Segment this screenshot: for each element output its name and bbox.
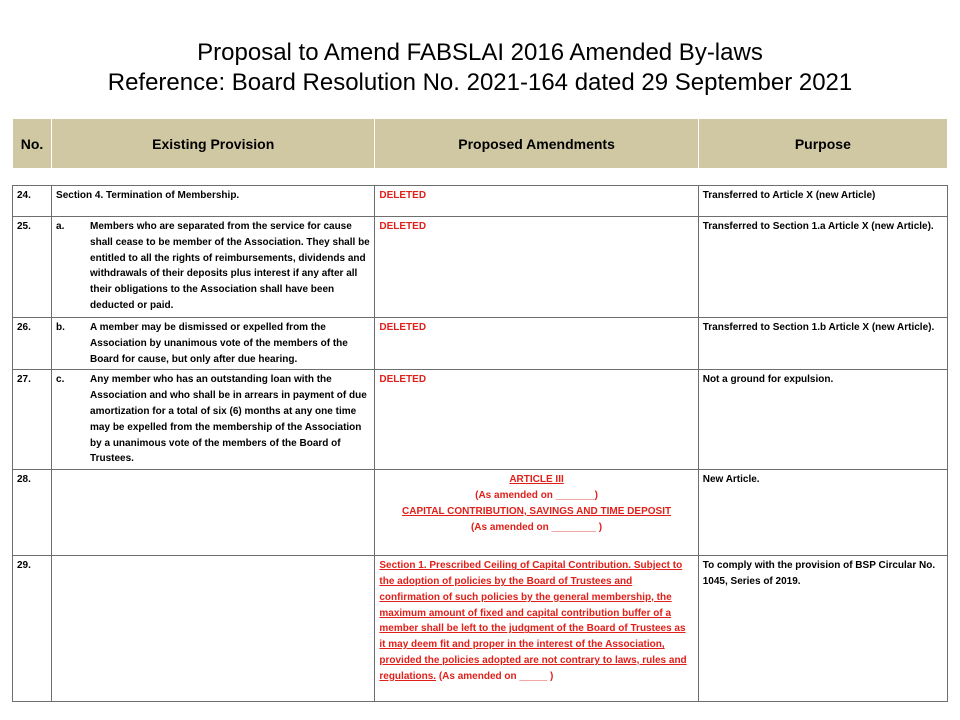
existing-provision-text: A member may be dismissed or expelled from the Association by unanimous vote of the members of the Board for cause, but only after due hearing. (90, 322, 348, 365)
purpose: New Article. (698, 470, 947, 556)
existing-provision (52, 217, 375, 318)
header-no: No. (13, 119, 52, 169)
header-existing-provision: Existing Provision (52, 119, 375, 169)
table-row (13, 186, 948, 217)
table-row (13, 370, 948, 470)
row-number: 28. (13, 470, 52, 556)
amendment-date-note: (As amended on _______) (475, 489, 598, 501)
existing-provision: Section 4. Termination of Membership. (52, 186, 375, 217)
proposed-amendment: DELETED (375, 370, 698, 470)
existing-provision (52, 318, 375, 370)
purpose: To comply with the provision of BSP Circular No. 1045, Series of 2019. (698, 556, 947, 702)
existing-provision-text: Members who are separated from the service for cause shall cease to be member of the Association. They shall be entitled to all the rights of reimbursements, dividends and withdrawals of their deposits plus interest if any after all their obligations to the Association shall have been deducted or paid. (90, 221, 370, 311)
article-heading: ARTICLE III (509, 474, 564, 486)
item-letter: b. (56, 322, 65, 333)
header-purpose: Purpose (698, 119, 947, 169)
proposed-amendment (375, 556, 698, 702)
article-title: CAPITAL CONTRIBUTION, SAVINGS AND TIME DEPOSIT (402, 505, 672, 517)
amendment-date-note: (As amended on ________ ) (470, 521, 603, 533)
existing-provision (52, 556, 375, 702)
amendment-date-note: (As amended on _____ ) (436, 670, 554, 682)
title-line-2: Reference: Board Resolution No. 2021-164 dated 29 September 2021 (107, 69, 853, 96)
proposed-amendment: DELETED (375, 217, 698, 318)
purpose: Transferred to Article X (new Article) (698, 186, 947, 217)
item-letter: a. (56, 221, 65, 232)
existing-provision-text: Any member who has an outstanding loan with the Association and who shall be in arrears in payment of due amortization for a total of six (6) months at any one time may be expelled from the membership of the Association by a unanimous vote of the members of the Board of Trustees. (90, 374, 367, 465)
purpose: Transferred to Section 1.b Article X (new Article). (698, 318, 947, 370)
table-row (13, 556, 948, 702)
title-line-1: Proposal to Amend FABSLAI 2016 Amended By-laws (197, 39, 763, 66)
row-number: 29. (13, 556, 52, 702)
amendments-table (12, 185, 948, 702)
proposed-amendment: DELETED (375, 186, 698, 217)
table-row (13, 217, 948, 318)
table-row (13, 470, 948, 556)
existing-provision (52, 470, 375, 556)
purpose: Transferred to Section 1.a Article X (new Article). (698, 217, 947, 318)
table-header (12, 118, 948, 169)
purpose: Not a ground for expulsion. (698, 370, 947, 470)
existing-provision (52, 370, 375, 470)
table-row (13, 318, 948, 370)
header-proposed-amendments: Proposed Amendments (375, 119, 698, 169)
row-number: 25. (13, 217, 52, 318)
row-number: 26. (13, 318, 52, 370)
item-letter: c. (56, 374, 65, 386)
section-text: Section 1. Prescribed Ceiling of Capital Contribution. Subject to the adoption of policies by the Board of Trustees and confirmation of such policies by the general membership, the maximum amount of fixed and capital contribution buffer of a member shall be left to the judgment of the Board of Trustees as it may deem fit and proper in the interest of the Association, provided the policies adopted are not contrary to laws, rules and regulations. (379, 560, 687, 682)
row-number: 27. (13, 370, 52, 470)
proposed-amendment (375, 470, 698, 556)
page-title (0, 38, 960, 98)
row-number: 24. (13, 186, 52, 217)
proposed-amendment: DELETED (375, 318, 698, 370)
